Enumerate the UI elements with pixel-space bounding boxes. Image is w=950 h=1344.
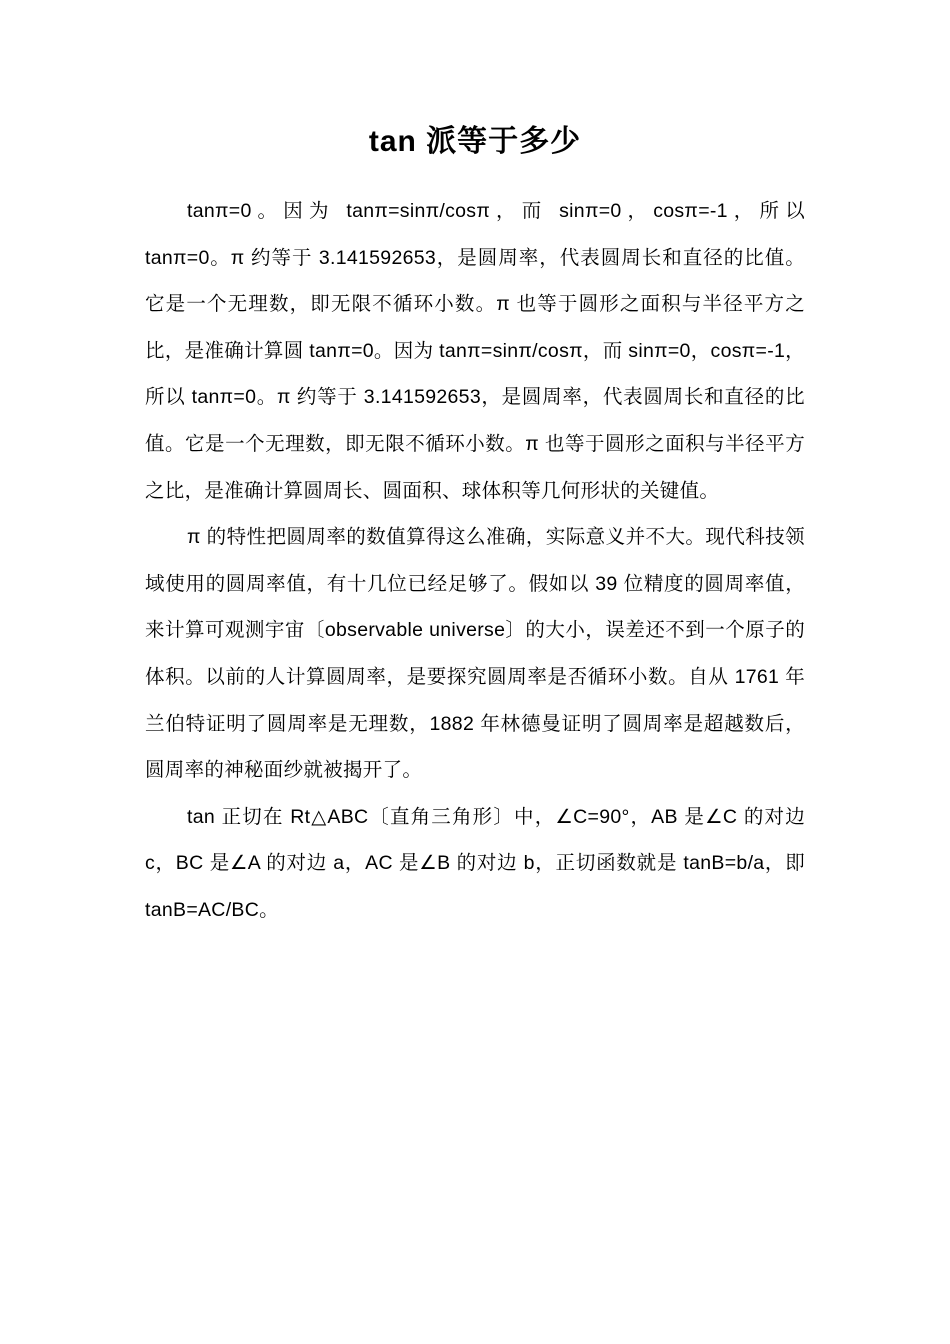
paragraph-tan-pi: tanπ=0。因为 tanπ=sinπ/cosπ，而 sinπ=0，cosπ=-1，所以 tanπ=0。π 约等于 3.141592653，是圆周率，代表圆周长和直径的比值。它是一个无理数，即无限不循环小数。π 也等于圆形之面积与半径平方之比，是准确计算圆 tanπ=0。因为 tanπ=sinπ/cosπ，而 sinπ=0，cosπ=-1，所以 tanπ=0。π 约等于 3.141592653，是圆周率，代表圆周长和直径的比值。它是一个无理数，即无限不循环小数。π 也等于圆形之面积与半径平方之比，是准确计算圆周长、圆面积、球体积等几何形状的关键值。 [145,200,805,502]
paragraph-tan-definition: tan 正切在 Rt△ABC〔直角三角形〕中，∠C=90°，AB 是∠C 的对边 c，BC 是∠A 的对边 a，AC 是∠B 的对边 b，正切函数就是 tanB=b/a，即 tanB=AC/BC。 [145,805,805,921]
document-title: tan 派等于多少 [368,125,582,158]
paragraph-pi-precision: π 的特性把圆周率的数值算得这么准确，实际意义并不大。现代科技领域使用的圆周率值，有十几位已经足够了。假如以 39 位精度的圆周率值，来计算可观测宇宙〔observable universe〕的大小，误差还不到一个原子的体积。以前的人计算圆周率，是要探究圆周率是否循环小数。自从 1761 年兰伯特证明了圆周率是无理数，1882 年林德曼证明了圆周率是超越数后，圆周率的神秘面纱就被揭开了。 [145,526,805,782]
document-body [145,188,805,934]
